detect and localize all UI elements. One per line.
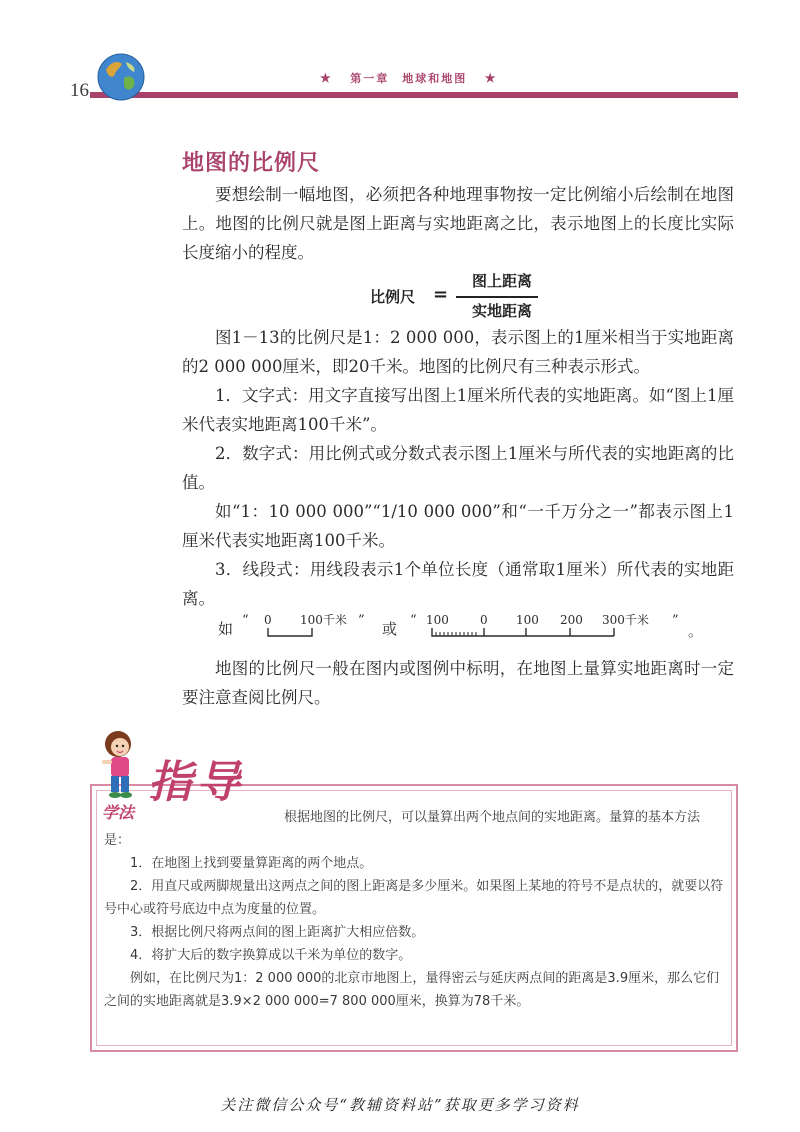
formula-lhs: 比例尺 (370, 288, 416, 306)
scale-quote-close: ” (358, 613, 365, 628)
section-title: 地图的比例尺 (182, 151, 321, 176)
scale-quote-open-2: “ (410, 613, 417, 628)
scale2-major-ticks (484, 628, 614, 636)
formula-equals: = (433, 284, 449, 305)
guide-step-3: 3．根据比例尺将两点间的图上距离扩大相应倍数。 (130, 925, 425, 940)
scale2-tick-100-left: 100 (426, 613, 449, 627)
scale-formula (370, 270, 570, 324)
paragraph-line-form: 3．线段式：用线段表示1个单位长度（通常取1厘米）所代表的实地距离。 (182, 560, 734, 608)
paragraph-fig: 图1－13的比例尺是1：2 000 000，表示图上的1厘米相当于实地距离的2 000 000厘米，即20千米。地图的比例尺有三种表示形式。 (182, 328, 734, 376)
guide-content (104, 806, 724, 1013)
paragraph-text-form: 1．文字式：用文字直接写出图上1厘米所代表的实地距离。如“图上1厘米代表实地距离100千米”。 (182, 386, 734, 434)
guide-step-4: 4．将扩大后的数字换算成以千米为单位的数字。 (130, 948, 412, 963)
page-number: 16 (70, 80, 89, 101)
line-scale-examples (218, 612, 738, 652)
scale-huo: 或 (382, 620, 398, 638)
globe-icon (96, 52, 146, 102)
footer-note: 关注微信公众号“教辅资料站”获取更多学习资料 (220, 1096, 580, 1114)
student-girl-icon (94, 728, 146, 804)
scale2-tick-100: 100 (516, 613, 539, 627)
closing-paragraph (182, 654, 734, 712)
chapter-title: 第一章 地球和地图 (350, 72, 468, 85)
intro-paragraph (182, 180, 734, 267)
scale-quote-open: “ (242, 613, 249, 628)
paragraph-number-example: 如“1：10 000 000”“1/10 000 000”和“一千万分之一”都表示图上1厘米代表实地距离100千米。 (182, 502, 734, 550)
guide-label-small: 学法 (102, 803, 135, 822)
guide-step-2: 2．用直尺或两脚规量出这两点之间的图上距离是多少厘米。如果图上某地的符号不是点状的，就要以符号中心或符号底边中点为度量的位置。 (104, 879, 724, 917)
scale2-tick-0: 0 (480, 613, 488, 627)
chapter-header (320, 70, 498, 86)
body-paragraphs (182, 323, 734, 613)
scale2-tick-200: 200 (560, 613, 583, 627)
closing-text: 地图的比例尺一般在图内或图例中标明，在地图上量算实地距离时一定要注意查阅比例尺。 (182, 659, 734, 707)
formula-numerator: 图上距离 (471, 272, 532, 290)
star-icon: ★ (320, 71, 333, 85)
guide-label-big: 指导 (148, 757, 244, 808)
fraction-bar (456, 296, 538, 298)
scale2-bar (432, 628, 614, 636)
scale-ru: 如 (218, 620, 234, 638)
guide-intro: 根据地图的比例尺，可以量算出两个地点间的实地距离。量算的基本方法是： (104, 810, 701, 848)
formula-denominator: 实地距离 (471, 302, 532, 320)
scale1-tick-100km: 100千米 (300, 613, 347, 627)
scale1-tick-0: 0 (264, 613, 272, 627)
header-bar (90, 92, 738, 98)
guide-example: 例如，在比例尺为1：2 000 000的北京市地图上，量得密云与延庆两点间的距离是3.9厘米，那么它们之间的实地距离就是3.9×2 000 000=7 800 000厘米，换算为78千米。 (104, 971, 720, 1009)
scale-quote-close-2: ” (672, 613, 679, 628)
scale-end-period: 。 (688, 622, 704, 640)
star-icon: ★ (484, 71, 498, 85)
scale2-tick-300km: 300千米 (602, 613, 649, 627)
guide-step-1: 1．在地图上找到要量算距离的两个地点。 (130, 856, 373, 871)
scale1-bar (268, 628, 312, 636)
intro-text: 要想绘制一幅地图，必须把各种地理事物按一定比例缩小后绘制在地图上。地图的比例尺就是图上距离与实地距离之比，表示地图上的长度比实际长度缩小的程度。 (182, 185, 734, 262)
paragraph-number-form: 2．数字式：用比例式或分数式表示图上1厘米与所代表的实地距离的比值。 (182, 444, 734, 492)
